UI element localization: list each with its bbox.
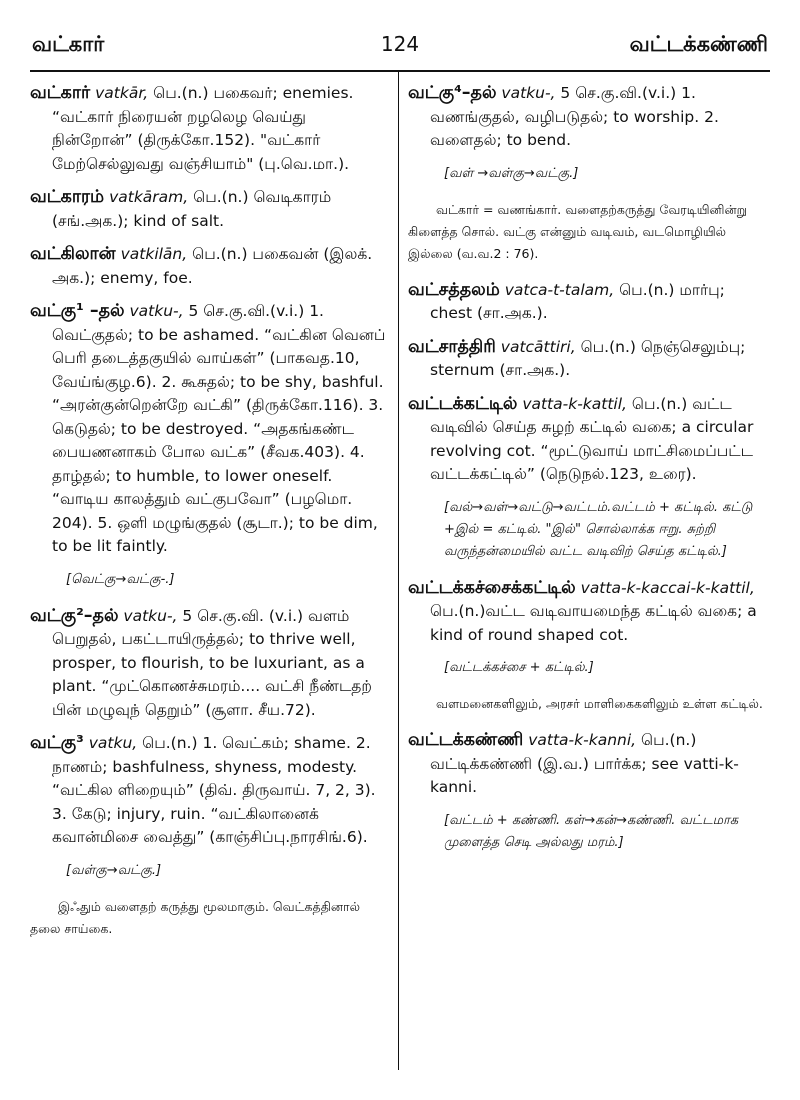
dictionary-entry [30,82,388,176]
entry-definition: பெ.(n.)வட்ட வடிவாயமைந்த கட்டில் வகை; a kind of round shaped cot. [430,602,757,644]
left-column [30,82,388,954]
dictionary-entry [408,729,768,800]
entry-transliteration: vatkāram, [109,188,189,206]
entry-headword: வட்கு⁴–தல் [408,83,497,103]
dictionary-entry [408,577,768,648]
dictionary-entry [30,732,388,850]
entry-headword: வட்கு¹ –தல் [30,301,125,321]
entry-transliteration: vatkār, [95,84,149,102]
header-left-guide-word: வட்கார் [32,32,105,56]
entry-headword: வட்டக்கச்சைக்கட்டில் [408,577,576,598]
entry-definition: பெ.(n.) 1. வெட்கம்; shame. 2. நாணம்; bashfulness, shyness, modesty. “வட்கில ளிறையும்” (திவ். திருவாய். 7, 2, 3). 3. கேடு; injury, ruin. “வட்கிலானைக் கவான்மிசை வைத்து” (காஞ்சிப்பு.நாரசிங்.6). [52,734,376,846]
dictionary-entry [408,279,768,326]
etymology-note: [வட்டம் + கண்ணி. கள்→கன்→கண்ணி. வட்டமாக முளைத்த செடி அல்லது மரம்.] [444,812,739,850]
explanatory-paragraph: வளமனைகளிலும், அரசர் மாளிகைகளிலும் உள்ள கட்டில். [436,696,763,711]
entry-transliteration: vatku, [88,734,138,752]
header-rule [30,70,770,72]
entry-transliteration: vatcāttiri, [500,337,576,356]
header-right-guide-word: வட்டக்கண்ணி [629,32,768,56]
dictionary-entry [30,605,388,723]
entry-headword: வட்டக்கட்டில் [408,393,518,414]
page-header [30,30,770,64]
right-column [408,82,768,868]
etymology-note: [வட்டக்கச்சை + கட்டில்.] [444,660,594,675]
entry-transliteration: vatku-, [123,606,178,625]
entry-definition: பெ.(n.) பகைவர்; enemies. “வட்கார் நிரையன் றழலெழ வெய்து நின்றோன்” (திருக்கோ.152). "வட்கார் மேற்செல்லுவது வஞ்சியாம்" (பு.வெ.மா.). [52,84,354,173]
entry-headword: வட்கிலான் [30,244,116,264]
entry-transliteration: vatta-k-kanni, [528,731,637,749]
etymology-note: [வள்கு→வட்கு.] [66,862,162,878]
entry-transliteration: vatku-, [501,84,556,102]
entry-definition: 5 செ.கு.வி.(v.i.) 1. வெட்குதல்; to be ashamed. “வட்கின வெனப் பெரி தடைத்தகுயில் வாய்கள்” (பாகவத.10, வேய்ங்குழ.6). 2. கூசுதல்; to be shy, bashful. “அரன்குன்றென்றே வட்கி” (திருக்கோ.116). 3. கெடுதல்; to be destroyed. “அதகங்கண்ட பையணனாகம் போல வட்க” (சீவக.403). 4. தாழ்தல்; to humble, to lower oneself. “வாடிய காலத்தும் வட்குபவோ” (பழமொ. 204). 5. ஒளி மழுங்குதல் (சூடா.); to be dim, to be lit faintly. [52,302,386,555]
entry-definition: பெ.(n.) மார்பு; chest (சா.அக.). [430,280,725,322]
entry-headword: வட்காரம் [30,187,105,207]
entry-definition: 5 செ.கு.வி.(v.i.) 1. வணங்குதல், வழிபடுதல்; to worship. 2. வளைதல்; to bend. [430,84,719,149]
entry-transliteration: vatkilān, [120,245,188,263]
etymology-note: [வல்→வள்→வட்டு→வட்டம்.வட்டம் + கட்டில். கட்டு +இல் = கட்டில். "இல்" சொல்லாக்க ஈறு. சுற்றி வருந்தன்மையில் வட்ட வடிவிற் செய்த கட்டில்.] [444,499,753,559]
dictionary-entry [408,336,768,383]
entry-transliteration: vatku-, [129,302,184,320]
entry-headword: வட்டக்கண்ணி [408,730,524,750]
entry-definition: பெ.(n.) வெடிகாரம் (சங்.அக.); kind of salt. [52,188,332,230]
page-number: 124 [380,32,420,56]
dictionary-entry [30,300,388,559]
dictionary-entry [408,393,768,487]
etymology-note: [வள் →வள்கு→வட்கு.] [444,165,579,181]
entry-transliteration: vatta-k-kaccai-k-kattil, [580,578,755,597]
column-divider [398,70,399,1070]
dictionary-entry [30,186,388,233]
entry-headword: வட்கு³ [30,733,84,753]
dictionary-entry [30,243,388,290]
entry-headword: வட்கு²–தல் [30,605,119,626]
explanatory-paragraph: வட்கார் = வணங்கார். வளைதற்கருத்து வேரடியினின்று கிளைத்த சொல். வட்கு என்னும் வடிவம், வடமொழியில் இல்லை (வ.வ.2 : 76). [408,201,748,261]
entry-transliteration: vatca-t-talam, [504,280,615,299]
entry-definition: பெ.(n.) நெஞ்செலும்பு; sternum (சா.அக.). [430,337,746,379]
entry-transliteration: vatta-k-kattil, [522,394,627,413]
entry-definition: 5 செ.கு.வி. (v.i.) வளம் பெறுதல், பகட்டாயிருத்தல்; to thrive well, prosper, to flourish, to be luxuriant, as a plant. “முட்கொணச்சுமரம்.... வட்சி நீண்டதற் பின் மழுவுந் தெறும்” (சூளா. சீய.72). [52,606,372,719]
etymology-note: [வெட்கு→வட்கு-.] [66,571,175,587]
entry-definition: பெ.(n.) வட்ட வடிவில் செய்த சுழற் கட்டில் வகை; a circular revolving cot. “மூட்டுவாய் மாட்சிமைப்பட்ட வட்டக்கட்டில்” (நெடுநல்.123, உரை). [430,394,754,483]
entry-headword: வட்கார் [30,83,91,103]
entry-definition: பெ.(n.) வட்டிக்கண்ணி (இ.வ.) பார்க்க; see vatti-k-kanni. [430,731,739,796]
entry-headword: வட்சாத்திரி [408,336,496,357]
dictionary-entry [408,82,768,153]
explanatory-paragraph: இஃதும் வளைதற் கருத்து மூலமாகும். வெட்கத்தினால் தலை சாய்கை. [30,898,360,936]
entry-definition: பெ.(n.) பகைவன் (இலக். அக.); enemy, foe. [52,245,373,287]
entry-headword: வட்சத்தலம் [408,279,500,300]
